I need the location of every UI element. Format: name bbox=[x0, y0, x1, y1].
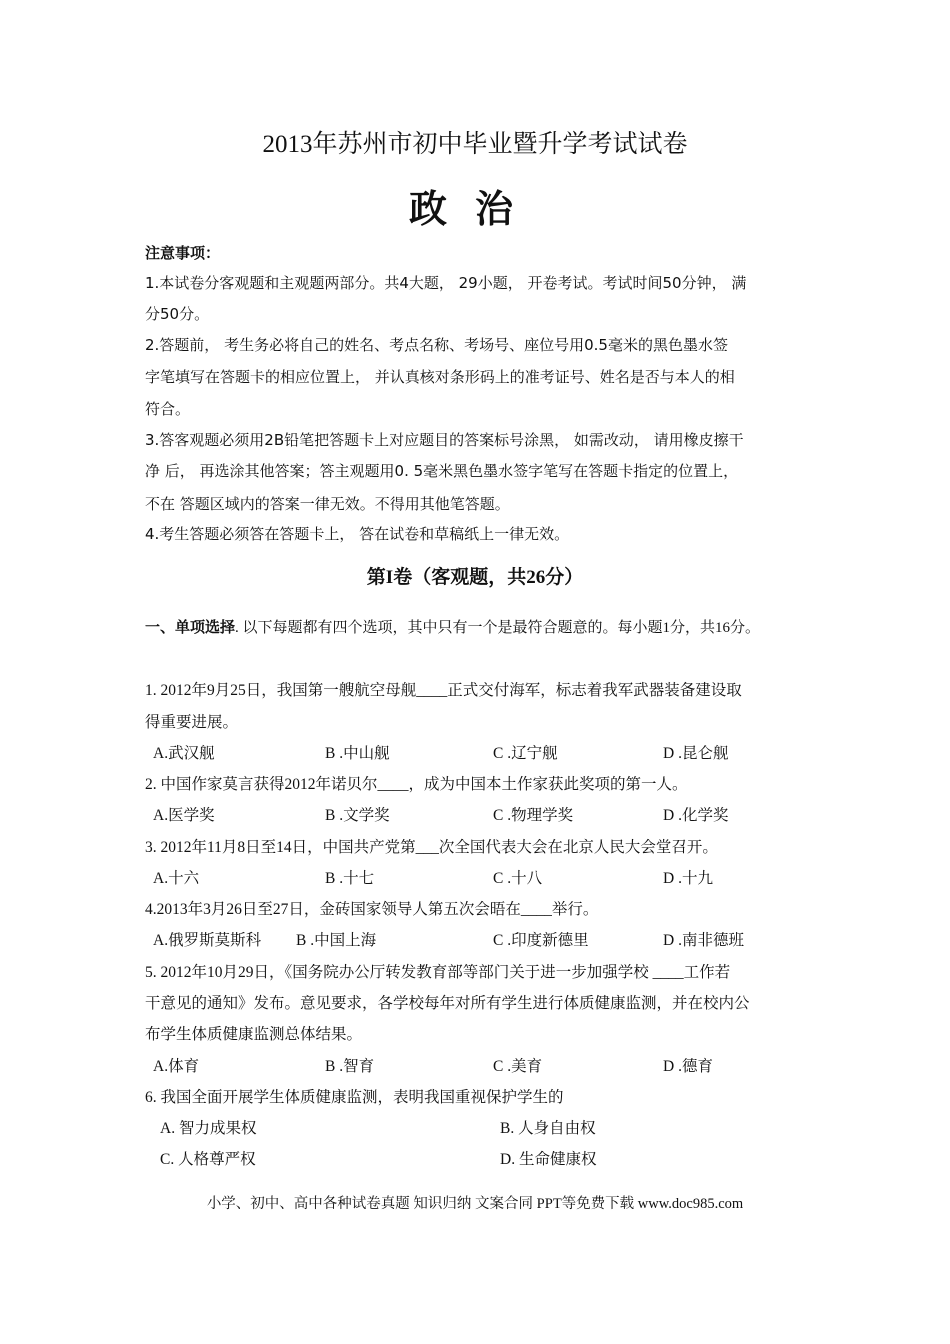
notice-line: 净 后， 再选涂其他答案；答主观题用0. 5毫米黑色墨水签字笔写在答题卡指定的位置上， bbox=[145, 462, 739, 480]
notice-line: 2.答题前， 考生务必将自己的姓名、考点名称、考场号、座位号用0.5毫米的黑色墨水签 bbox=[145, 336, 728, 354]
question-4-line: 4.2013年3月26日至27日，金砖国家领导人第五次会晤在____举行。 bbox=[145, 901, 599, 918]
question-3-option-a: A.十六 bbox=[153, 870, 200, 887]
question-5-line: 布学生体质健康监测总体结果。 bbox=[145, 1026, 363, 1043]
notice-line: 4.考生答题必须答在答题卡上， 答在试卷和草稿纸上一律无效。 bbox=[145, 525, 570, 543]
question-2-option-c: C .物理学奖 bbox=[493, 807, 574, 824]
question-6-option-b: B. 人身自由权 bbox=[500, 1120, 596, 1137]
question-1-option-d: D .昆仑舰 bbox=[663, 745, 729, 762]
question-6-line: 6. 我国全面开展学生体质健康监测，表明我国重视保护学生的 bbox=[145, 1089, 564, 1106]
question-3-line: 3. 2012年11月8日至14日，中国共产党第___次全国代表大会在北京人民大会堂召开。 bbox=[145, 839, 718, 856]
part-text: . 以下每题都有四个选项，其中只有一个是最符合题意的。每小题1分，共16分。 bbox=[235, 620, 761, 636]
question-6-option-c: C. 人格尊严权 bbox=[160, 1151, 256, 1168]
question-1-line: 得重要进展。 bbox=[145, 714, 239, 731]
question-1-line: 1. 2012年9月25日，我国第一艘航空母舰____正式交付海军，标志着我军武器装备建设取 bbox=[145, 682, 742, 699]
question-2-option-b: B .文学奖 bbox=[325, 807, 390, 824]
part-label: 一、单项选择 bbox=[145, 620, 236, 636]
question-2-line: 2. 中国作家莫言获得2012年诺贝尔____，成为中国本土作家获此奖项的第一人。 bbox=[145, 776, 688, 793]
question-1-option-b: B .中山舰 bbox=[325, 745, 390, 762]
question-4-option-d: D .南非德班 bbox=[663, 932, 744, 949]
question-2-option-a: A.医学奖 bbox=[153, 807, 215, 824]
part-instructions bbox=[145, 616, 760, 637]
section-title: 第I卷（客观题，共26分） bbox=[366, 567, 584, 588]
question-2-option-d: D .化学奖 bbox=[663, 807, 729, 824]
question-1-option-c: C .辽宁舰 bbox=[493, 745, 558, 762]
notice-heading: 注意事项： bbox=[145, 244, 221, 262]
footer-text: 小学、初中、高中各种试卷真题 知识归纳 文案合同 PPT等免费下载 www.doc985.com bbox=[206, 1196, 744, 1212]
question-5-option-a: A.体育 bbox=[153, 1058, 200, 1075]
question-4-option-c: C .印度新德里 bbox=[493, 932, 589, 949]
question-3-option-b: B .十七 bbox=[325, 870, 375, 887]
notice-line: 分50分。 bbox=[145, 305, 210, 323]
question-5-option-d: D .德育 bbox=[663, 1058, 713, 1075]
question-4-option-a: A.俄罗斯莫斯科 bbox=[153, 932, 262, 949]
question-5-line: 干意见的通知》发布。意见要求，各学校每年对所有学生进行体质健康监测，并在校内公 bbox=[145, 995, 750, 1012]
notice-line: 3.答客观题必须用2B铅笔把答题卡上对应题目的答案标号涂黑， 如需改动， 请用橡皮擦干 bbox=[145, 431, 744, 449]
question-3-option-d: D .十九 bbox=[663, 870, 713, 887]
exam-title: 2013年苏州市初中毕业暨升学考试试卷 bbox=[262, 131, 688, 158]
question-5-line: 5. 2012年10月29日，《国务院办公厅转发教育部等部门关于进一步加强学校 ____工作若 bbox=[145, 964, 731, 981]
notice-line: 符合。 bbox=[145, 400, 191, 418]
notice-line: 不在 答题区域内的答案一律无效。不得用其他笔答题。 bbox=[145, 495, 510, 513]
question-6-option-d: D. 生命健康权 bbox=[500, 1151, 597, 1168]
notice-line: 字笔填写在答题卡的相应位置上， 并认真核对条形码上的准考证号、姓名是否与本人的相 bbox=[145, 368, 735, 386]
question-4-option-b: B .中国上海 bbox=[296, 932, 377, 949]
question-5-option-b: B .智育 bbox=[325, 1058, 375, 1075]
subject-title: 政治 bbox=[408, 189, 541, 231]
question-3-option-c: C .十八 bbox=[493, 870, 543, 887]
question-1-option-a: A.武汉舰 bbox=[153, 745, 215, 762]
notice-line: 1.本试卷分客观题和主观题两部分。共4大题， 29小题， 开卷考试。考试时间50分钟， 满 bbox=[145, 274, 747, 292]
question-6-option-a: A. 智力成果权 bbox=[160, 1120, 257, 1137]
question-5-option-c: C .美育 bbox=[493, 1058, 543, 1075]
